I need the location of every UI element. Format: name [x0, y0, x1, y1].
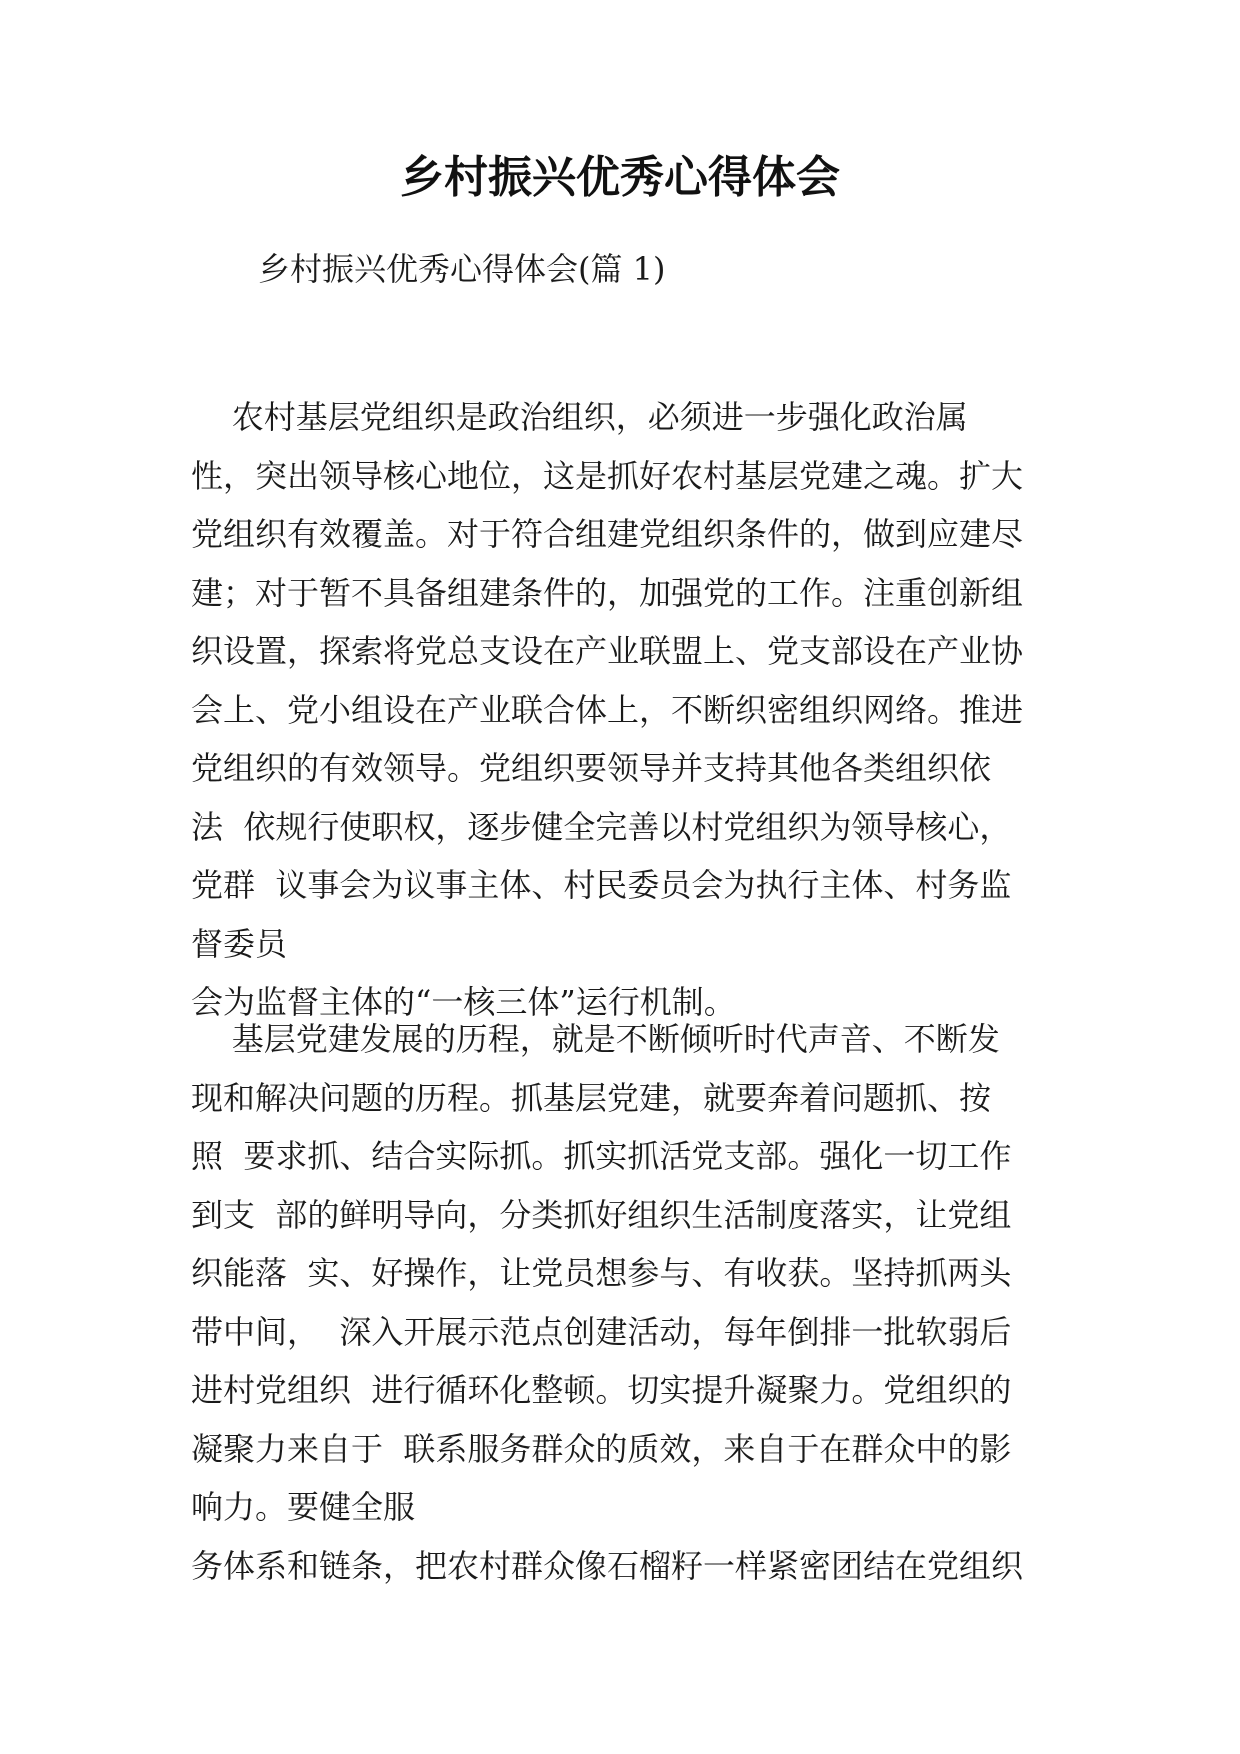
- paragraph-line: 农村基层党组织是政治组织，必须进一步强化政治属: [191, 398, 968, 436]
- paragraph-line: 会为监督主体的“一核三体”运行机制。: [191, 983, 736, 1021]
- document-title: 乡村振兴优秀心得体会: [400, 152, 840, 203]
- paragraph-line: 性，突出领导核心地位，这是抓好农村基层党建之魂。扩大: [191, 456, 1024, 495]
- paragraph-line: 织设置，探索将党总支设在产业联盟上、党支部设在产业协: [191, 632, 1024, 670]
- paragraph-line: 现和解决问题的历程。抓基层党建，就要奔着问题抓、按: [191, 1078, 992, 1117]
- paragraph-line: 务体系和链条，把农村群众像石榴籽一样紧密团结在党组织: [191, 1546, 1024, 1585]
- paragraph-line: 基层党建发展的历程，就是不断倾听时代声音、不断发: [191, 1020, 1000, 1058]
- document-subtitle: 乡村振兴优秀心得体会(篇 1): [258, 250, 666, 288]
- paragraph-line: 督委员: [191, 924, 288, 963]
- paragraph-line: 凝聚力来自于 联系服务群众的质效，来自于在群众中的影: [191, 1429, 1012, 1468]
- paragraph-line: 织能落 实、好操作，让党员想参与、有收获。坚持抓两头: [191, 1254, 1012, 1292]
- paragraph-2: [191, 1010, 1071, 1595]
- paragraph-line: 党组织有效覆盖。对于符合组建党组织条件的，做到应建尽: [191, 515, 1024, 553]
- paragraph-line: 法 依规行使职权，逐步健全完善以村党组织为领导核心，: [191, 807, 1012, 846]
- paragraph-line: 建；对于暂不具备组建条件的，加强党的工作。注重创新组: [191, 573, 1024, 612]
- paragraph-line: 带中间， 深入开展示范点创建活动，每年倒排一批软弱后: [191, 1312, 1012, 1351]
- paragraph-line: 响力。要健全服: [191, 1488, 416, 1526]
- paragraph-line: 照 要求抓、结合实际抓。抓实抓活党支部。强化一切工作: [191, 1137, 1012, 1175]
- paragraph-line: 会上、党小组设在产业联合体上，不断织密组织网络。推进: [191, 690, 1024, 729]
- paragraph-line: 党组织的有效领导。党组织要领导并支持其他各类组织依: [191, 749, 992, 787]
- paragraph-line: 进村党组织 进行循环化整顿。切实提升凝聚力。党组织的: [191, 1371, 1012, 1409]
- paragraph-1: [191, 388, 1071, 1032]
- paragraph-line: 党群 议事会为议事主体、村民委员会为执行主体、村务监: [191, 866, 1012, 904]
- paragraph-line: 到支 部的鲜明导向，分类抓好组织生活制度落实，让党组: [191, 1195, 1012, 1234]
